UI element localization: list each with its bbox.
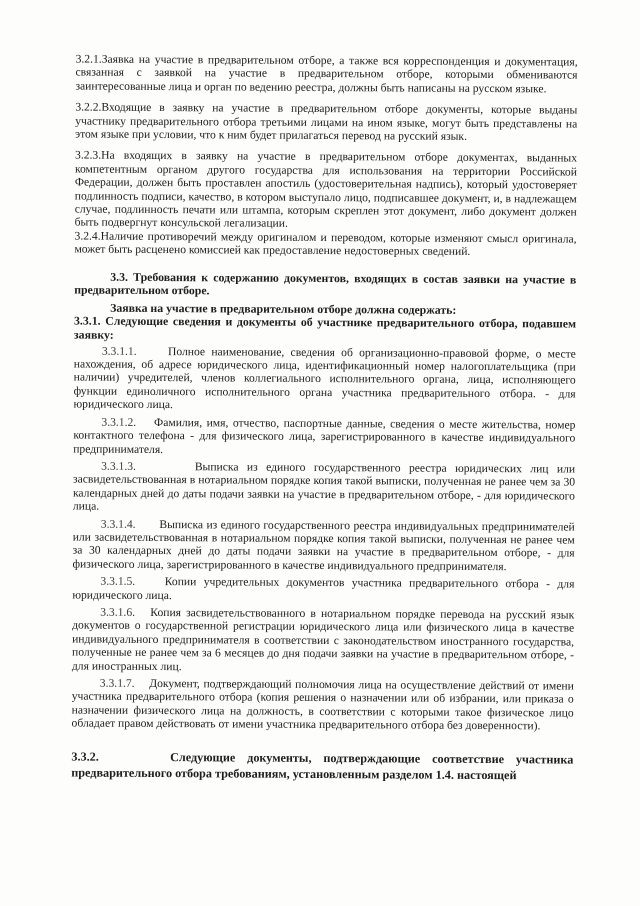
item-text: Документ, подтверждающий полномочия лица на осуществление действий от имени участника предварительного отбора (копия решения о назначении или об избрании, или приказа о назначении физического лица на должность, в соответствии с которыми такое физическое лицо обладает правом действовать от имени участника предварительного отбора без доверенности). — [71, 676, 574, 733]
section-subheading: Заявка на участие в предварительном отборе должна содержать: — [110, 300, 457, 317]
item-number: 3.3.1.3. — [101, 459, 136, 473]
item-text: Полное наименование, сведения об организационно-правовой форме, о месте нахождения, об адресе юридического лица, идентификационный номер налогоплательщика (при наличии) учредителей, членов коллегиального исполнительного органа, лица, исполняющего функции единоличного исполнительного органа участника предварительного отбора. - для юридического лица. — [73, 344, 576, 412]
paragraph-3-2-4: 3.2.4.Наличие противоречий между оригиналом и переводом, которые изменяют смысл оригинала, может быть расценено комиссией как предоставление недостоверных сведений. — [74, 229, 577, 259]
item-number: 3.3.1.7. — [99, 676, 135, 690]
item-3-3-1-5 — [72, 575, 574, 605]
item-text: Выписка из единого государственного реестра юридических лиц или засвидетельствованная в нотариальном порядке копия такой выписки, полученная не ранее чем за 30 календарных дней до даты подачи заявки на участие в предварительном отборе, - для юридического лица. — [72, 460, 576, 513]
item-number: 3.3.1.1. — [101, 344, 137, 358]
item-text: Копия засвидетельствованного в нотариальном порядке перевода на русский язык документов о государственной регистрации юридического лица или физического лица в качестве индивидуального предпринимателя в соответствии с законодательством иностранного государства, полученные не ранее чем за 6 месяцев до дня подачи заявки на участие в предварительном отборе, - для иностранных лиц. — [71, 605, 575, 673]
item-number: 3.3.1.6. — [100, 605, 136, 619]
item-number: 3.3.1.4. — [100, 517, 136, 531]
item-number: 3.3.1.2. — [101, 415, 137, 429]
item-number: 3.3.1.5. — [100, 574, 136, 589]
heading-number: 3.3.2. — [71, 749, 99, 764]
item-3-3-1-1 — [73, 344, 575, 414]
heading-3-3-1: 3.3.1. Следующие сведения и документы об участнике предварительного отбора, подавшем заявку: — [73, 313, 577, 342]
paragraph-3-2-2: 3.2.2.Входящие в заявку на участие в предварительном отборе документы, которые выданы участнику предварительного отбора третьими лицами на ином языке, могут быть представлены на этом языке при условии, что к ним будет прилагаться перевод на русский язык. — [75, 100, 578, 143]
item-text: Выписка из единого государственного реестра индивидуальных предпринимателей или засвидетельствованная в нотариальном порядке копия такой выписки, полученная не ранее чем за 30 календарных дней до даты подачи заявки на участие в предварительном отборе, - для физического лица, зарегистрированного в качестве индивидуального предпринимателя. — [72, 517, 575, 573]
item-3-3-1-2 — [73, 415, 575, 458]
item-3-3-1-3 — [73, 459, 575, 516]
heading-3-3-2 — [71, 748, 573, 783]
paragraph-3-2-1: 3.2.1.Заявка на участие в предварительном отборе, а также вся корреспонденция и документация, связанная с заявкой на участие в предварительном отборе, которыми обмениваются заинтересованные лица и орган по ведению реестра, должны быть написаны на русском языке. — [75, 52, 578, 96]
heading-text: Следующие документы, подтверждающие соответствие участника предварительного отбора требованиям, установленным разделом 1.4. настоящей — [71, 749, 574, 782]
item-3-3-1-7 — [72, 676, 574, 733]
item-3-3-1-4 — [73, 517, 575, 574]
item-text: Фамилия, имя, отчество, паспортные данные, сведения о месте жительства, номер контактного телефона - для физического лица, зарегистрированного в качестве индивидуального предпринимателя. — [73, 415, 576, 456]
paragraph-3-2-3: 3.2.3.На входящих в заявку на участие в предварительном отборе документах, выданных компетентным органом другого государства для использования на территории Российской Федерации, должен быть проставлен апостиль (удостоверительная надпись), который удостоверяет подлинность подписи, качество, в котором выступало лицо, подписавшее документ, и, в надлежащем случае, подлинность печати или штампа, которым скреплен этот документ, либо документ должен быть подвергнут консульской легализации. — [74, 148, 578, 231]
section-heading-3-3: 3.3. Требования к содержанию документов, входящих в состав заявки на участие в предварительном отборе. — [74, 269, 577, 298]
item-text: Копии учредительных документов участника предварительного отбора - для юридического лица. — [72, 575, 575, 602]
item-3-3-1-6 — [72, 605, 574, 675]
